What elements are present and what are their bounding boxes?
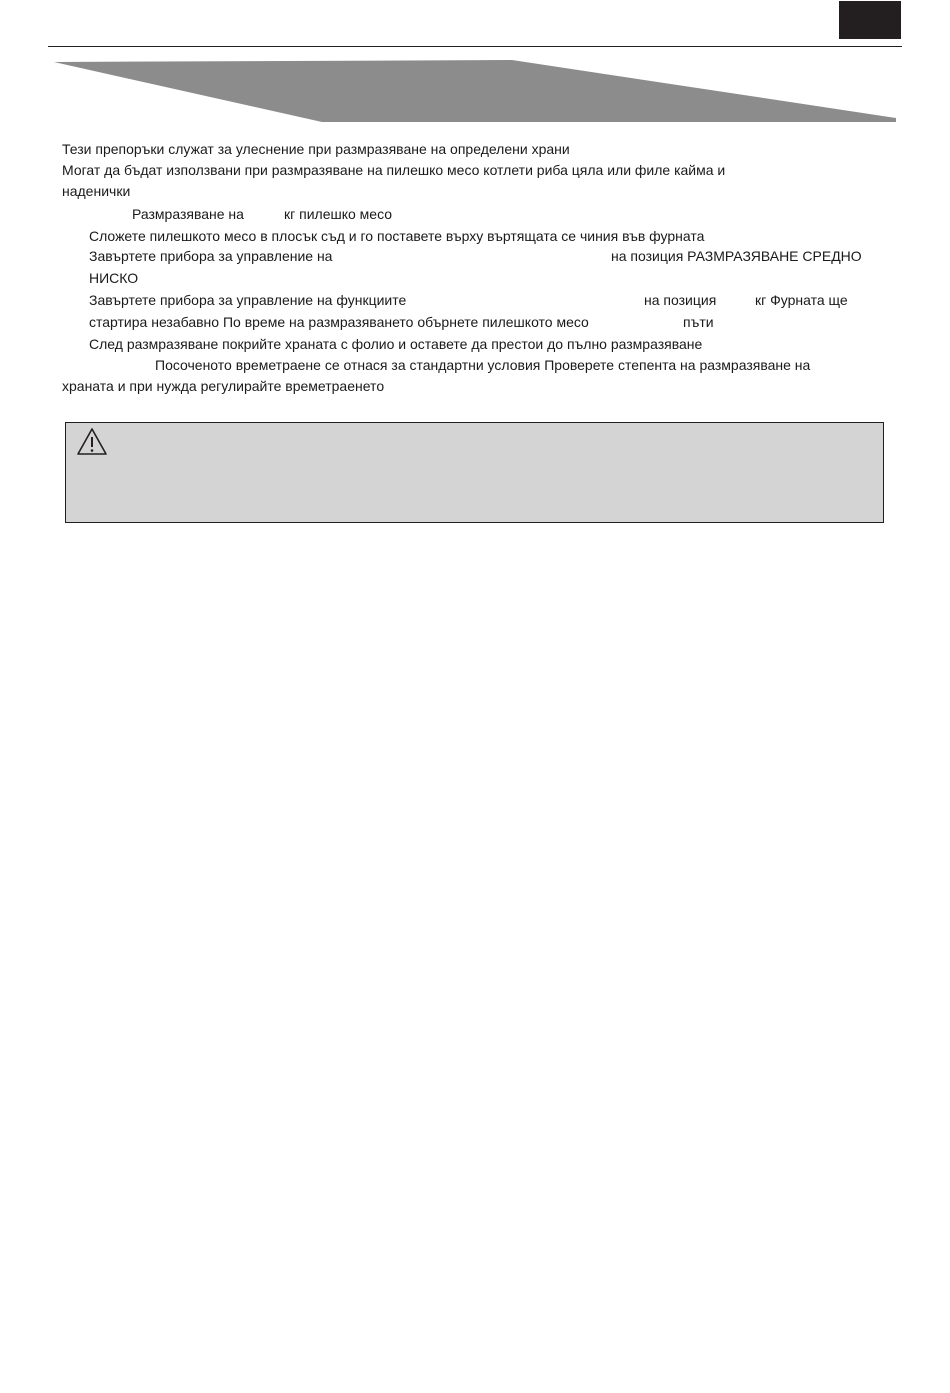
step-4-text: След размразяване покрийте храната с фолио и оставете да престои до пълно размразяване [89,336,703,352]
language-badge [839,1,901,39]
step-2-text-c: НИСКО [89,270,139,286]
step-3-text-e: пъти [683,314,714,330]
example-title-part-b: кг пилешко месо [284,206,393,222]
header-rule [48,46,902,47]
section-banner [54,60,896,122]
step-2-text-b: на позиция РАЗМРАЗЯВАНЕ СРЕДНО [611,248,862,264]
note-line-1: Посоченото времетраене се отнася за стандартни условия Проверете степента на размразяване на [155,357,811,373]
warning-box [65,422,884,523]
step-3-text-c: кг Фурната ще [755,292,848,308]
intro-line-3: наденички [62,183,131,199]
step-1-text: Сложете пилешкото месо в плосък съд и го поставете върху въртящата се чиния във фурната [89,228,705,244]
step-2-text-a: Завъртете прибора за управление на [89,248,333,264]
intro-line-1: Тези препоръки служат за улеснение при размразяване на определени храни [62,141,570,157]
note-line-2: храната и при нужда регулирайте времетраенето [62,378,385,394]
example-title-part-a: Размразяване на [132,206,244,222]
step-3-text-b: на позиция [644,292,717,308]
intro-line-2: Могат да бъдат използвани при размразяване на пилешко месо котлети риба цяла или филе кайма и [62,162,726,178]
step-3-text-a: Завъртете прибора за управление на функциите [89,292,407,308]
step-3-text-d: стартира незабавно По време на размразяването обърнете пилешкото месо [89,314,589,330]
warning-triangle-icon [76,427,108,457]
